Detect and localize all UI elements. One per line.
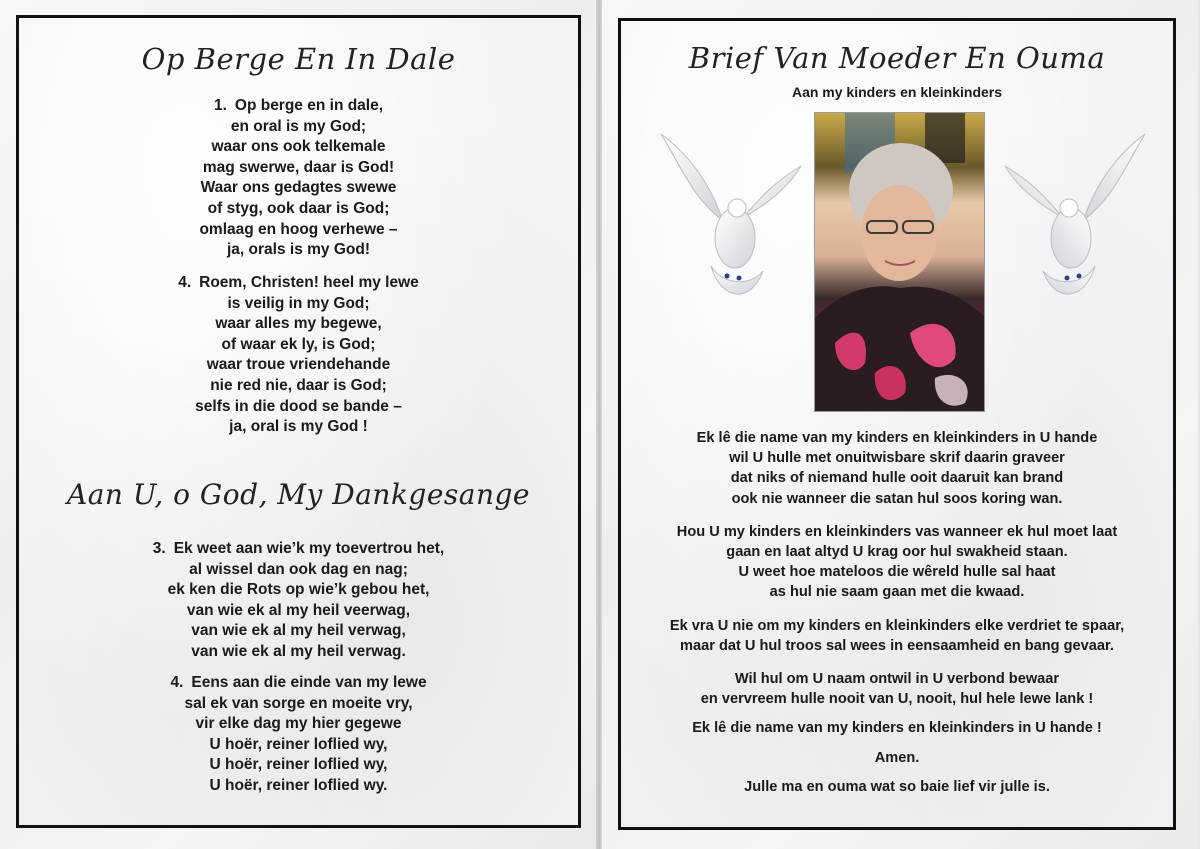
verse-line-text: ek ken die Rots op wie’k gebou het, (167, 581, 430, 599)
right-page-frame (618, 18, 1176, 830)
verse-line-text: Ek weet aan wie’k my toevertrou het, (173, 540, 445, 557)
letter-title: Brief Van Moeder En Ouma (688, 41, 1106, 75)
verse-number: 1. (213, 97, 227, 114)
letter-body (621, 428, 1173, 797)
verse-line (19, 539, 578, 560)
verse-line (19, 776, 578, 797)
verse-line (19, 273, 578, 294)
letter-line: en vervreem hulle nooit van U, nooit, hul hele lewe lank ! (700, 691, 1094, 708)
verse-line (19, 694, 578, 715)
verse-number: 3. (152, 540, 166, 557)
letter-subtitle: Aan my kinders en kleinkinders (791, 84, 1003, 100)
verse-line-text: of waar ek ly, is God; (221, 335, 376, 353)
verse-line (19, 560, 578, 581)
verse-line (19, 621, 578, 642)
hymn1-title: Op Berge En In Dale (141, 42, 456, 76)
verse-line-text: van wie ek al my heil verwag. (191, 642, 406, 660)
verse-line (19, 137, 578, 158)
verse-line (19, 397, 578, 418)
letter-line: Wil hul om U naam ontwil in U verbond bewaar (734, 671, 1060, 688)
verse-line-text: Roem, Christen! heel my lewe (199, 274, 419, 291)
verse-line-text: Eens aan die einde van my lewe (191, 674, 427, 691)
verse-line-text: sal ek van sorge en moeite vry, (184, 694, 413, 712)
hymn2-verse-1 (19, 539, 578, 663)
verse-line-text: U hoër, reiner loflied wy, (209, 756, 388, 774)
verse-line (19, 294, 578, 315)
verse-line (19, 220, 578, 241)
letter-paragraph (621, 428, 1173, 509)
verse-number: 4. (178, 274, 192, 291)
hymn2-title: Aan U, o God, My Dankgesange (67, 478, 530, 511)
verse-line-text: Op berge en in dale, (234, 97, 384, 114)
letter-line: dat niks of niemand hulle ooit daaruit kan brand (730, 470, 1064, 487)
letter-paragraph (621, 522, 1173, 603)
verse-line-text: al wissel dan ook dag en nag; (189, 560, 408, 578)
letter-line: Amen. (874, 749, 920, 766)
verse-line (19, 117, 578, 138)
letter-paragraph (621, 616, 1173, 656)
letter-line: Hou U my kinders en kleinkinders vas wanneer ek hul moet laat (676, 523, 1118, 540)
verse-line-text: van wie ek al my heil veerwag, (186, 601, 411, 619)
verse-line (19, 178, 578, 199)
verse-line (19, 735, 578, 756)
hymn1-verse-2 (19, 273, 578, 438)
verse-line-text: ja, oral is my God ! (229, 418, 368, 436)
verse-line (19, 601, 578, 622)
verse-line (19, 240, 578, 261)
letter-paragraph (621, 718, 1173, 738)
verse-line (19, 673, 578, 694)
letter-line: wil U hulle met onuitwisbare skrif daarin graveer (729, 450, 1065, 467)
hymn1-verse-1 (19, 96, 578, 261)
verse-line-text: selfs in die dood se bande – (195, 397, 402, 415)
verse-line-text: mag swerwe, daar is God! (202, 158, 395, 176)
verse-line-text: waar troue vriendehande (206, 356, 391, 374)
verse-line-text: waar ons ook telkemale (211, 138, 386, 156)
verse-line-text: van wie ek al my heil verwag, (191, 622, 406, 640)
verse-line (19, 355, 578, 376)
verse-line (19, 335, 578, 356)
letter-line: Julle ma en ouma wat so baie lief vir julle is. (744, 778, 1050, 795)
letter-paragraph (621, 669, 1173, 709)
left-page (0, 0, 596, 849)
letter-line: gaan en laat altyd U krag oor hul swakheid staan. (726, 544, 1068, 561)
letter-line: as hul nie saam gaan met die kwaad. (769, 584, 1025, 601)
dove-left-icon (651, 126, 811, 311)
verse-line (19, 376, 578, 397)
verse-line-text: vir elke dag my hier gegewe (195, 715, 402, 733)
verse-line (19, 714, 578, 735)
verse-line (19, 580, 578, 601)
verse-line-text: nie red nie, daar is God; (210, 376, 387, 394)
verse-line-text: Waar ons gedagtes swewe (200, 179, 397, 197)
hymn2-verse-2 (19, 673, 578, 797)
letter-line: Ek vra U nie om my kinders en kleinkinders elke verdriet te spaar, (669, 617, 1125, 634)
verse-line (19, 199, 578, 220)
verse-line-text: omlaag en hoog verhewe – (199, 220, 398, 238)
verse-line (19, 755, 578, 776)
verse-line-text: of styg, ook daar is God; (207, 199, 390, 217)
letter-line: ook nie wanneer die satan hul soos koring wan. (731, 490, 1063, 507)
verse-line (19, 96, 578, 117)
verse-line (19, 158, 578, 179)
portrait-photo (814, 112, 985, 412)
verse-line-text: U hoër, reiner loflied wy. (209, 776, 388, 794)
right-page (602, 0, 1198, 849)
verse-line-text: waar alles my begewe, (215, 315, 382, 333)
verse-line (19, 314, 578, 335)
verse-number: 4. (170, 674, 184, 691)
verse-line-text: U hoër, reiner loflied wy, (209, 735, 388, 753)
verse-line-text: en oral is my God; (230, 117, 367, 135)
letter-paragraph (621, 748, 1173, 768)
verse-line (19, 417, 578, 438)
letter-line: maar dat U hul troos sal wees in eensaamheid en bang gevaar. (680, 637, 1114, 654)
dove-right-icon (995, 126, 1155, 311)
verse-line (19, 642, 578, 663)
letter-line: U weet hoe mateloos die wêreld hulle sal haat (738, 564, 1056, 581)
left-page-frame (16, 15, 581, 828)
verse-line-text: ja, orals is my God! (227, 241, 370, 259)
verse-line-text: is veilig in my God; (227, 294, 370, 312)
letter-line: Ek lê die name van my kinders en kleinkinders in U hande ! (692, 720, 1102, 737)
letter-paragraph (621, 777, 1173, 797)
letter-line: Ek lê die name van my kinders en kleinkinders in U hande (696, 430, 1098, 446)
